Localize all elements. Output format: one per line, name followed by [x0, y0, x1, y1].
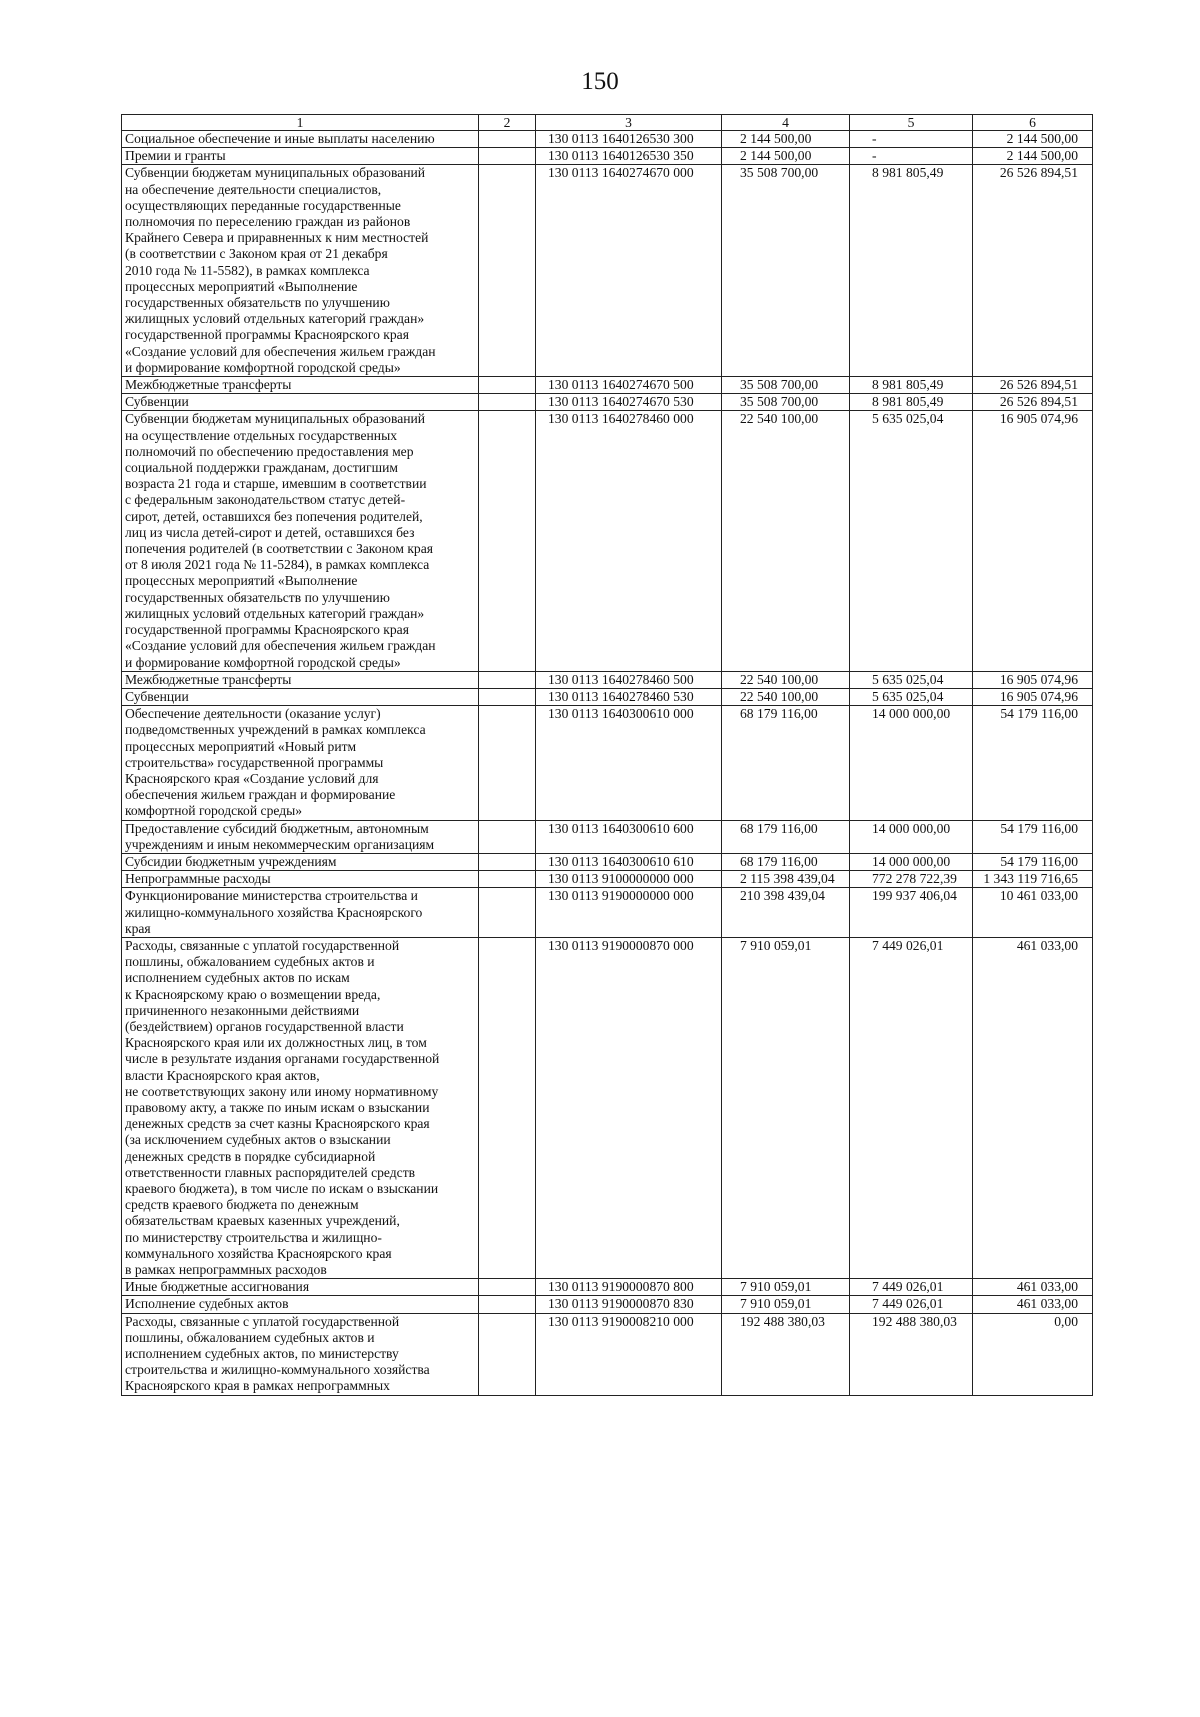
row-code-cell: 130 0113 9190000870 800: [536, 1279, 722, 1296]
table-row: [122, 131, 1093, 148]
row-col5-value: 5 635 025,04: [850, 411, 973, 671]
row-col2-cell: [479, 165, 536, 377]
row-name-cell: Субвенции бюджетам муниципальных образований на обеспечение деятельности специалистов, осуществляющих переданные государственные полномочия по переселению граждан из районов Крайнего Севера и приравненных к ним местностей (в соответствии с Законом края от 21 декабря 2010 года № 11-5582), в рамках комплекса процессных мероприятий «Выполнение государственных обязательств по улучшению жилищных условий отдельных категорий граждан» государственной программы Красноярского края «Создание условий для обеспечения жильем граждан и формирование комфортной городской среды»: [122, 165, 479, 377]
row-code-cell: 130 0113 1640274670 530: [536, 394, 722, 411]
row-col6-value: 54 179 116,00: [973, 706, 1093, 820]
row-col2-cell: [479, 671, 536, 688]
row-col5-value: -: [850, 148, 973, 165]
table-row: [122, 1296, 1093, 1313]
table-row: [122, 1313, 1093, 1395]
row-col5-value: 8 981 805,49: [850, 165, 973, 377]
row-name-cell: Непрограммные расходы: [122, 871, 479, 888]
row-col2-cell: [479, 871, 536, 888]
row-col2-cell: [479, 1296, 536, 1313]
header-cell-3: 3: [536, 115, 722, 131]
row-col4-value: 35 508 700,00: [722, 394, 850, 411]
row-col5-value: 7 449 026,01: [850, 1296, 973, 1313]
row-code-cell: 130 0113 1640300610 600: [536, 820, 722, 853]
row-code-cell: 130 0113 1640126530 350: [536, 148, 722, 165]
row-col2-cell: [479, 820, 536, 853]
row-col4-value: 2 144 500,00: [722, 131, 850, 148]
row-col5-value: 14 000 000,00: [850, 706, 973, 820]
row-col4-value: 68 179 116,00: [722, 706, 850, 820]
table-row: [122, 688, 1093, 705]
table-row: [122, 394, 1093, 411]
budget-table: [121, 114, 1093, 1396]
row-code-cell: 130 0113 1640300610 610: [536, 853, 722, 870]
table-row: [122, 1279, 1093, 1296]
row-name-cell: Функционирование министерства строительства и жилищно-коммунального хозяйства Красноярского края: [122, 888, 479, 938]
row-col5-value: -: [850, 131, 973, 148]
row-col6-value: 461 033,00: [973, 1296, 1093, 1313]
table-row: [122, 888, 1093, 938]
row-name-cell: Иные бюджетные ассигнования: [122, 1279, 479, 1296]
row-name-cell: Субсидии бюджетным учреждениям: [122, 853, 479, 870]
row-col4-value: 68 179 116,00: [722, 853, 850, 870]
row-col5-value: 8 981 805,49: [850, 394, 973, 411]
row-code-cell: 130 0113 9190000870 000: [536, 937, 722, 1278]
row-col2-cell: [479, 888, 536, 938]
row-col4-value: 7 910 059,01: [722, 1296, 850, 1313]
row-col4-value: 210 398 439,04: [722, 888, 850, 938]
row-col6-value: 54 179 116,00: [973, 853, 1093, 870]
row-col5-value: 192 488 380,03: [850, 1313, 973, 1395]
row-code-cell: 130 0113 1640274670 500: [536, 377, 722, 394]
row-name-cell: Субвенции бюджетам муниципальных образований на осуществление отдельных государственных полномочий по обеспечению предоставления мер социальной поддержки гражданам, достигшим возраста 21 года и старше, имевшим в соответствии с федеральным законодательством статус детей- сирот, детей, оставшихся без попечения родителей, лиц из числа детей-сирот и детей, оставшихся без попечения родителей (в соответствии с Законом края от 8 июля 2021 года № 11-5284), в рамках комплекса процессных мероприятий «Выполнение государственных обязательств по улучшению жилищных условий отдельных категорий граждан» государственной программы Красноярского края «Создание условий для обеспечения жильем граждан и формирование комфортной городской среды»: [122, 411, 479, 671]
row-col2-cell: [479, 1279, 536, 1296]
row-col5-value: 5 635 025,04: [850, 688, 973, 705]
row-col2-cell: [479, 706, 536, 820]
row-col4-value: 7 910 059,01: [722, 1279, 850, 1296]
row-col5-value: 7 449 026,01: [850, 937, 973, 1278]
row-col2-cell: [479, 377, 536, 394]
table-row: [122, 871, 1093, 888]
table-row: [122, 820, 1093, 853]
row-col4-value: 22 540 100,00: [722, 671, 850, 688]
table-row: [122, 411, 1093, 671]
page-number: 150: [581, 68, 619, 95]
row-col4-value: 2 115 398 439,04: [722, 871, 850, 888]
row-col2-cell: [479, 1313, 536, 1395]
row-col5-value: 5 635 025,04: [850, 671, 973, 688]
row-code-cell: 130 0113 9190008210 000: [536, 1313, 722, 1395]
row-col4-value: 68 179 116,00: [722, 820, 850, 853]
row-code-cell: 130 0113 9100000000 000: [536, 871, 722, 888]
row-col4-value: 35 508 700,00: [722, 377, 850, 394]
row-col6-value: 1 343 119 716,65: [973, 871, 1093, 888]
row-col6-value: 2 144 500,00: [973, 148, 1093, 165]
row-code-cell: 130 0113 1640278460 000: [536, 411, 722, 671]
row-col6-value: 16 905 074,96: [973, 411, 1093, 671]
header-cell-2: 2: [479, 115, 536, 131]
table-row: [122, 165, 1093, 377]
row-col6-value: 16 905 074,96: [973, 688, 1093, 705]
table-row: [122, 377, 1093, 394]
row-col6-value: 26 526 894,51: [973, 394, 1093, 411]
row-col6-value: 26 526 894,51: [973, 165, 1093, 377]
table-header-row: [122, 115, 1093, 131]
row-col2-cell: [479, 131, 536, 148]
row-col5-value: 7 449 026,01: [850, 1279, 973, 1296]
row-name-cell: Премии и гранты: [122, 148, 479, 165]
row-code-cell: 130 0113 9190000000 000: [536, 888, 722, 938]
row-name-cell: Расходы, связанные с уплатой государственной пошлины, обжалованием судебных актов и исполнением судебных актов по искам к Красноярскому краю о возмещении вреда, причиненного незаконными действиями (бездействием) органов государственной власти Красноярского края или их должностных лиц, в том числе в результате издания органами государственной власти Красноярского края актов, не соответствующих закону или иному нормативному правовому акту, а также по иным искам о взыскании денежных средств за счет казны Красноярского края (за исключением судебных актов о взыскании денежных средств в порядке субсидиарной ответственности главных распорядителей средств краевого бюджета), в том числе по искам о взыскании средств краевого бюджета по денежным обязательствам краевых казенных учреждений, по министерству строительства и жилищно- коммунального хозяйства Красноярского края в рамках непрограммных расходов: [122, 937, 479, 1278]
row-name-cell: Социальное обеспечение и иные выплаты населению: [122, 131, 479, 148]
row-col5-value: 8 981 805,49: [850, 377, 973, 394]
row-col4-value: 22 540 100,00: [722, 688, 850, 705]
table-row: [122, 937, 1093, 1278]
header-cell-5: 5: [850, 115, 973, 131]
row-name-cell: Субвенции: [122, 394, 479, 411]
row-name-cell: Субвенции: [122, 688, 479, 705]
row-code-cell: 130 0113 1640278460 530: [536, 688, 722, 705]
row-col5-value: 14 000 000,00: [850, 820, 973, 853]
row-col2-cell: [479, 394, 536, 411]
row-code-cell: 130 0113 1640274670 000: [536, 165, 722, 377]
row-col4-value: 7 910 059,01: [722, 937, 850, 1278]
row-col4-value: 192 488 380,03: [722, 1313, 850, 1395]
row-col6-value: 461 033,00: [973, 1279, 1093, 1296]
row-name-cell: Межбюджетные трансферты: [122, 377, 479, 394]
row-col6-value: 16 905 074,96: [973, 671, 1093, 688]
row-col5-value: 14 000 000,00: [850, 853, 973, 870]
row-col6-value: 26 526 894,51: [973, 377, 1093, 394]
row-col2-cell: [479, 853, 536, 870]
header-cell-4: 4: [722, 115, 850, 131]
row-col6-value: 54 179 116,00: [973, 820, 1093, 853]
header-cell-1: 1: [122, 115, 479, 131]
row-col6-value: 2 144 500,00: [973, 131, 1093, 148]
row-name-cell: Исполнение судебных актов: [122, 1296, 479, 1313]
row-name-cell: Обеспечение деятельности (оказание услуг) подведомственных учреждений в рамках комплекса процессных мероприятий «Новый ритм строительства» государственной программы Красноярского края «Создание условий для обеспечения жильем граждан и формирование комфортной городской среды»: [122, 706, 479, 820]
row-name-cell: Межбюджетные трансферты: [122, 671, 479, 688]
table-row: [122, 853, 1093, 870]
row-col6-value: 0,00: [973, 1313, 1093, 1395]
row-col2-cell: [479, 148, 536, 165]
table-row: [122, 671, 1093, 688]
row-col5-value: 772 278 722,39: [850, 871, 973, 888]
row-col4-value: 22 540 100,00: [722, 411, 850, 671]
row-col2-cell: [479, 688, 536, 705]
row-code-cell: 130 0113 1640278460 500: [536, 671, 722, 688]
row-col2-cell: [479, 411, 536, 671]
row-code-cell: 130 0113 1640126530 300: [536, 131, 722, 148]
row-code-cell: 130 0113 1640300610 000: [536, 706, 722, 820]
header-cell-6: 6: [973, 115, 1093, 131]
row-col4-value: 2 144 500,00: [722, 148, 850, 165]
table-row: [122, 148, 1093, 165]
row-code-cell: 130 0113 9190000870 830: [536, 1296, 722, 1313]
row-name-cell: Расходы, связанные с уплатой государственной пошлины, обжалованием судебных актов и исполнением судебных актов, по министерству строительства и жилищно-коммунального хозяйства Красноярского края в рамках непрограммных: [122, 1313, 479, 1395]
row-col6-value: 461 033,00: [973, 937, 1093, 1278]
row-col2-cell: [479, 937, 536, 1278]
table-row: [122, 706, 1093, 820]
row-name-cell: Предоставление субсидий бюджетным, автономным учреждениям и иным некоммерческим организациям: [122, 820, 479, 853]
row-col4-value: 35 508 700,00: [722, 165, 850, 377]
row-col5-value: 199 937 406,04: [850, 888, 973, 938]
row-col6-value: 10 461 033,00: [973, 888, 1093, 938]
